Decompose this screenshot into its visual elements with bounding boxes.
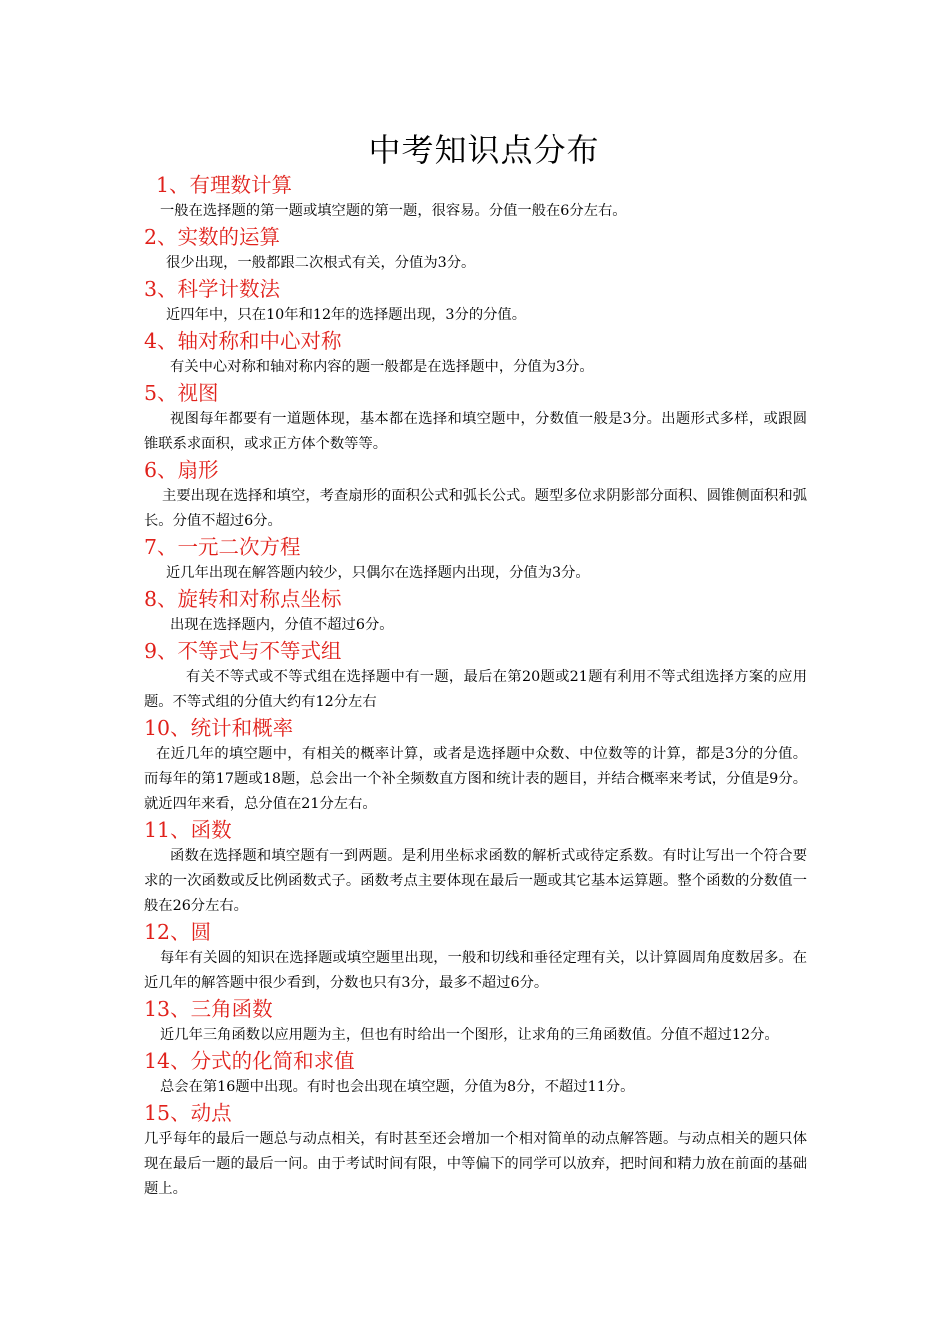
section-8: [144, 586, 807, 638]
section-10: [144, 715, 807, 817]
section-heading: 2、实数的运算: [144, 225, 281, 249]
section-14: [144, 1048, 807, 1100]
section-4: [144, 328, 807, 380]
section-3: [144, 276, 807, 328]
section-body: 每年有关圆的知识在选择题或填空题里出现，一般和切线和垂径定理有关，以计算圆周角度数居多。在近几年的解答题中很少看到，分数也只有3分，最多不超过6分。: [144, 950, 807, 991]
section-body: 很少出现，一般都跟二次根式有关，分值为3分。: [166, 255, 476, 271]
section-heading: 4、轴对称和中心对称: [144, 329, 342, 353]
section-body: 出现在选择题内，分值不超过6分。: [170, 617, 394, 633]
section-15: [144, 1100, 807, 1202]
section-body: 近四年中，只在10年和12年的选择题出现，3分的分值。: [166, 307, 527, 323]
section-7: [144, 534, 807, 586]
section-heading: 6、扇形: [144, 458, 219, 482]
section-11: [144, 817, 807, 919]
section-body: 有关中心对称和轴对称内容的题一般都是在选择题中，分值为3分。: [170, 359, 594, 375]
section-body: 近几年出现在解答题内较少，只偶尔在选择题内出现，分值为3分。: [166, 565, 590, 581]
section-heading: 5、视图: [144, 381, 219, 405]
section-heading: 14、分式的化简和求值: [144, 1049, 355, 1073]
section-body: 几乎每年的最后一题总与动点相关，有时甚至还会增加一个相对简单的动点解答题。与动点相关的题只体现在最后一题的最后一问。由于考试时间有限，中等偏下的同学可以放弃，把时间和精力放在前面的基础题上。: [144, 1131, 807, 1197]
section-heading: 3、科学计数法: [144, 277, 281, 301]
section-body: 总会在第16题中出现。有时也会出现在填空题，分值为8分，不超过11分。: [160, 1079, 635, 1095]
section-heading: 9、不等式与不等式组: [144, 639, 342, 663]
section-12: [144, 919, 807, 996]
section-heading: 7、一元二次方程: [144, 535, 301, 559]
section-heading: 12、圆: [144, 920, 212, 944]
section-2: [144, 224, 807, 276]
section-body: 在近几年的填空题中，有相关的概率计算，或者是选择题中众数、中位数等的计算，都是3分的分值。而每年的第17题或18题，总会出一个补全频数直方图和统计表的题目，并结合概率来考试，分值是9分。就近四年来看，总分值在21分左右。: [144, 746, 807, 812]
section-13: [144, 996, 807, 1048]
section-body: 有关不等式或不等式组在选择题中有一题，最后在第20题或21题有利用不等式组选择方案的应用题。不等式组的分值大约有12分左右: [144, 669, 807, 710]
section-9: [144, 638, 807, 715]
section-heading: 11、函数: [144, 818, 232, 842]
section-heading: 13、三角函数: [144, 997, 273, 1021]
section-heading: 8、旋转和对称点坐标: [144, 587, 342, 611]
document-content: [144, 172, 807, 1202]
section-5: [144, 380, 807, 457]
section-heading: 10、统计和概率: [144, 716, 294, 740]
section-heading: 1、有理数计算: [156, 173, 293, 197]
section-1: [144, 172, 807, 224]
section-body: 近几年三角函数以应用题为主，但也有时给出一个图形，让求角的三角函数值。分值不超过12分。: [160, 1027, 779, 1043]
document-title: 中考知识点分布: [368, 131, 600, 169]
section-body: 视图每年都要有一道题体现，基本都在选择和填空题中，分数值一般是3分。出题形式多样，或跟圆锥联系求面积，或求正方体个数等等。: [144, 411, 807, 452]
section-body: 函数在选择题和填空题有一到两题。是利用坐标求函数的解析式或待定系数。有时让写出一个符合要求的一次函数或反比例函数式子。函数考点主要体现在最后一题或其它基本运算题。整个函数的分数值一般在26分左右。: [144, 848, 807, 914]
section-6: [144, 457, 807, 534]
section-heading: 15、动点: [144, 1101, 232, 1125]
section-body: 一般在选择题的第一题或填空题的第一题，很容易。分值一般在6分左右。: [160, 203, 627, 219]
section-body: 主要出现在选择和填空，考查扇形的面积公式和弧长公式。题型多位求阴影部分面积、圆锥侧面积和弧长。分值不超过6分。: [144, 488, 807, 529]
